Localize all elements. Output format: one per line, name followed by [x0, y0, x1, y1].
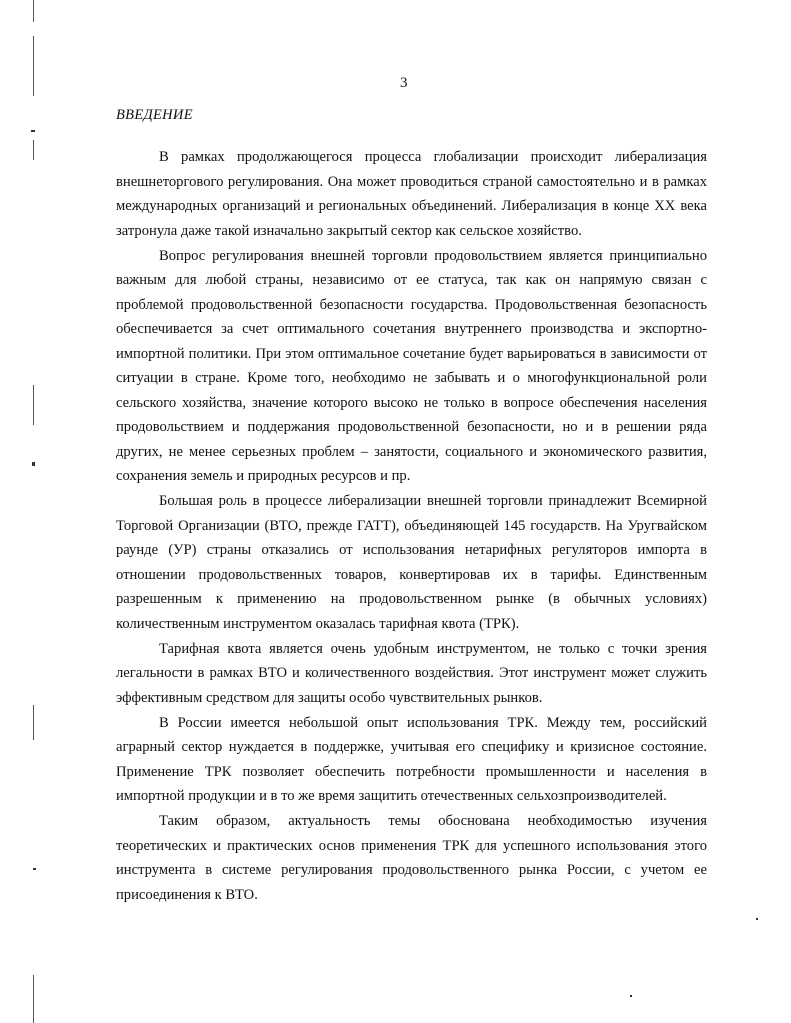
scan-edge-line: [33, 975, 34, 1023]
paragraph: Вопрос регулирования внешней торговли продовольствием является принципиально важным для любой страны, независимо от ее статуса, так как он напрямую связан с проблемой продовольственной безопасности государства. Продовольственная безопасность обеспечивается за счет оптимального сочетания внутреннего производства и экспортно-импортной политики. При этом оптимальное сочетание будет варьироваться в зависимости от ситуации в стране. Кроме того, необходимо не забывать и о многофункциональной роли сельского хозяйства, значение которого высоко не только в вопросе обеспечения населения продовольствием и поддержания продовольственной безопасности, но и в решении ряда других, не менее серьезных проблем – занятости, социального и экономического развития, сохранения земель и природных ресурсов и пр.: [116, 247, 707, 484]
scan-mark: [630, 995, 632, 997]
paragraph: В России имеется небольшой опыт использования ТРК. Между тем, российский аграрный сектор нуждается в поддержке, учитывая его специфику и кризисное состояние. Применение ТРК позволяет обеспечить потребности промышленности и населения в импортной продукции и в то же время защитить отечественных сельхозпроизводителей.: [116, 714, 707, 804]
body-text: [116, 145, 707, 908]
paragraph: Таким образом, актуальность темы обоснована необходимостью изучения теоретических и практических основ применения ТРК для успешного использования этого инструмента в системе регулирования продовольственного рынка России, с учетом ее присоединения к ВТО.: [116, 813, 707, 903]
scan-edge-line: [33, 140, 34, 160]
scan-edge-line: [33, 385, 34, 425]
scan-mark: [756, 918, 758, 920]
scan-mark: [33, 868, 36, 870]
scan-edge-line: [33, 705, 34, 740]
scan-mark: [31, 130, 35, 132]
paragraph: Тарифная квота является очень удобным инструментом, не только с точки зрения легальности в рамках ВТО и количественного воздействия. Этот инструмент может служить эффективным средством для защиты особо чувствительных рынков.: [116, 640, 707, 706]
scan-edge-line: [33, 36, 34, 96]
paragraph: В рамках продолжающегося процесса глобализации происходит либерализация внешнеторгового регулирования. Она может проводиться страной самостоятельно и в рамках международных организаций и региональных объединений. Либерализация в конце XX века затронула даже такой изначально закрытый сектор как сельское хозяйство.: [116, 149, 707, 239]
paragraph: Большая роль в процессе либерализации внешней торговли принадлежит Всемирной Торговой Организации (ВТО, прежде ГАТТ), объединяющей 145 государств. На Уругвайском раунде (УР) страны отказались от использования нетарифных регуляторов импорта в отношении продовольственных товаров, конвертировав их в тарифы. Единственным разрешенным к применению на продовольственном рынке (в обычных условиях) количественным инструментом оказалась тарифная квота (ТРК).: [116, 493, 707, 632]
scan-mark: [32, 462, 35, 466]
section-heading: ВВЕДЕНИЕ: [116, 107, 193, 123]
scan-edge-line: [33, 0, 34, 22]
page-number: 3: [400, 75, 408, 91]
